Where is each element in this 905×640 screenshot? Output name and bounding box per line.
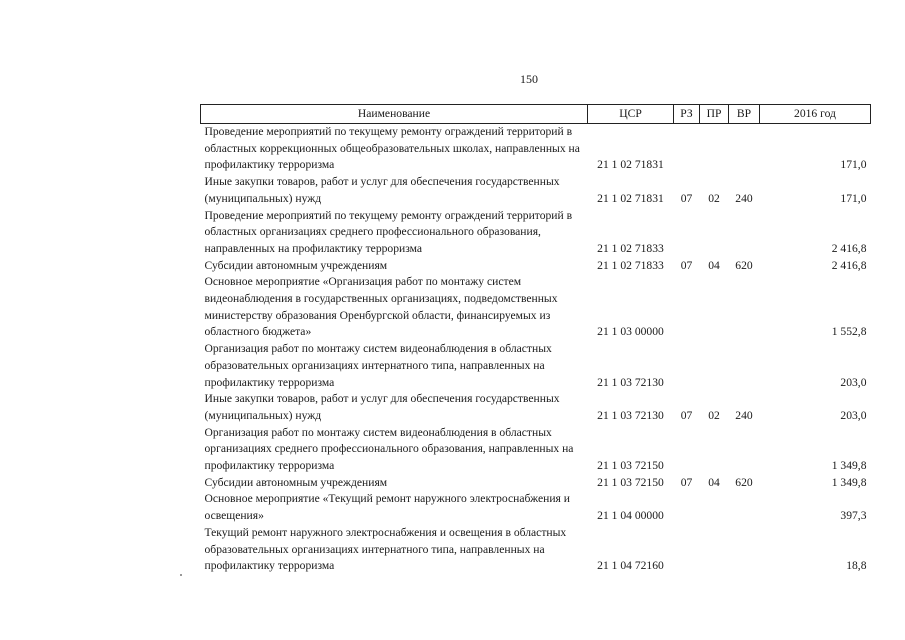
cell-pr: 04 <box>708 258 720 272</box>
cell-value: 203,0 <box>840 408 867 422</box>
cell-pr: 04 <box>708 475 720 489</box>
cell-vr <box>729 425 760 475</box>
cell-csr: 21 1 02 71833 <box>597 241 664 255</box>
cell-rz <box>674 525 700 575</box>
cell-value: 397,3 <box>840 509 867 523</box>
cell-value: 2 416,8 <box>831 258 867 272</box>
cell-value: 171,0 <box>840 191 867 205</box>
cell-vr <box>729 124 760 175</box>
cell-csr: 21 1 03 72130 <box>597 375 664 389</box>
cell-value: 18,8 <box>846 559 867 573</box>
cell-vr <box>729 341 760 391</box>
cell-name: Текущий ремонт наружного электроснабжения и освещения в областных образовательных организациях интернатного типа, направленных на профилактику терроризма <box>204 525 567 573</box>
scan-speck <box>180 574 182 576</box>
cell-value: 1 349,8 <box>831 475 867 489</box>
cell-rz <box>674 208 700 258</box>
table-body <box>201 124 871 575</box>
table-row <box>201 341 871 391</box>
cell-name: Проведение мероприятий по текущему ремонту ограждений территорий в областных коррекционных общеобразовательных школах, направленных на профилактику терроризма <box>204 125 580 172</box>
cell-vr: 240 <box>735 408 753 422</box>
header-csr: ЦСР <box>588 105 674 124</box>
cell-rz: 07 <box>680 258 693 272</box>
cell-pr <box>700 425 729 475</box>
cell-pr <box>700 274 729 341</box>
header-row <box>201 105 871 124</box>
table-row <box>201 174 871 207</box>
table-row <box>201 258 871 275</box>
budget-table <box>200 104 871 575</box>
cell-rz <box>674 341 700 391</box>
header-vr: ВР <box>729 105 760 124</box>
cell-csr: 21 1 03 00000 <box>597 325 664 339</box>
cell-name: Основное мероприятие «Текущий ремонт наружного электроснабжения и освещения» <box>204 492 570 523</box>
table-row <box>201 391 871 424</box>
table-row <box>201 525 871 575</box>
cell-vr: 620 <box>735 475 753 489</box>
cell-pr: 02 <box>708 408 720 422</box>
page-number: 150 <box>520 72 538 86</box>
cell-vr: 240 <box>735 191 753 205</box>
cell-rz: 07 <box>680 408 693 422</box>
cell-rz: 07 <box>680 475 693 489</box>
header-pr: ПР <box>700 105 729 124</box>
cell-rz <box>674 491 700 524</box>
cell-pr: 02 <box>708 191 720 205</box>
cell-csr: 21 1 04 00000 <box>597 509 664 523</box>
cell-rz <box>674 274 700 341</box>
cell-name: Субсидии автономным учреждениям <box>204 258 388 272</box>
cell-csr: 21 1 02 71833 <box>597 258 664 272</box>
cell-csr: 21 1 03 72150 <box>597 475 664 489</box>
table-row <box>201 274 871 341</box>
table-row <box>201 208 871 258</box>
cell-rz <box>674 425 700 475</box>
cell-name: Иные закупки товаров, работ и услуг для обеспечения государственных (муниципальных) нужд <box>204 175 560 205</box>
table-header <box>201 105 871 124</box>
cell-name: Организация работ по монтажу систем видеонаблюдения в областных образовательных организациях интернатного типа, направленных на профилактику терроризма <box>204 342 552 389</box>
cell-vr <box>729 491 760 524</box>
cell-name: Организация работ по монтажу систем видеонаблюдения в областных организациях среднего профессионального образования, направленных на профилактику терроризма <box>204 425 574 473</box>
cell-pr <box>700 491 729 524</box>
cell-value: 1 349,8 <box>831 459 867 473</box>
cell-vr <box>729 525 760 575</box>
cell-name: Субсидии автономным учреждениям <box>204 475 388 489</box>
cell-value: 2 416,8 <box>831 241 867 255</box>
cell-value: 171,0 <box>840 158 867 172</box>
cell-rz: 07 <box>680 191 693 205</box>
cell-name: Проведение мероприятий по текущему ремонту ограждений территорий в областных организациях среднего профессионального образования, направленных на профилактику терроризма <box>204 208 573 255</box>
cell-csr: 21 1 03 72130 <box>597 408 664 422</box>
header-name: Наименование <box>201 105 588 124</box>
cell-value: 1 552,8 <box>831 325 867 339</box>
table-row <box>201 425 871 475</box>
cell-value: 203,0 <box>840 375 867 389</box>
cell-vr <box>729 208 760 258</box>
cell-csr: 21 1 04 72160 <box>597 559 664 573</box>
cell-pr <box>700 208 729 258</box>
cell-vr: 620 <box>735 258 753 272</box>
cell-name: Основное мероприятие «Организация работ по монтажу систем видеонаблюдения в государственных организациях, подведомственных министерству образования Оренбургской области, финансируемых из областного бюджета» <box>204 275 558 339</box>
cell-csr: 21 1 02 71831 <box>597 191 664 205</box>
cell-name: Иные закупки товаров, работ и услуг для обеспечения государственных (муниципальных) нужд <box>204 392 560 422</box>
table-row <box>201 475 871 492</box>
cell-csr: 21 1 03 72150 <box>597 459 664 473</box>
cell-rz <box>674 124 700 175</box>
header-year: 2016 год <box>760 105 871 124</box>
cell-vr <box>729 274 760 341</box>
cell-pr <box>700 341 729 391</box>
header-rz: РЗ <box>674 105 700 124</box>
table-row <box>201 124 871 175</box>
cell-pr <box>700 525 729 575</box>
cell-csr: 21 1 02 71831 <box>597 158 664 172</box>
cell-pr <box>700 124 729 175</box>
table-row <box>201 491 871 524</box>
